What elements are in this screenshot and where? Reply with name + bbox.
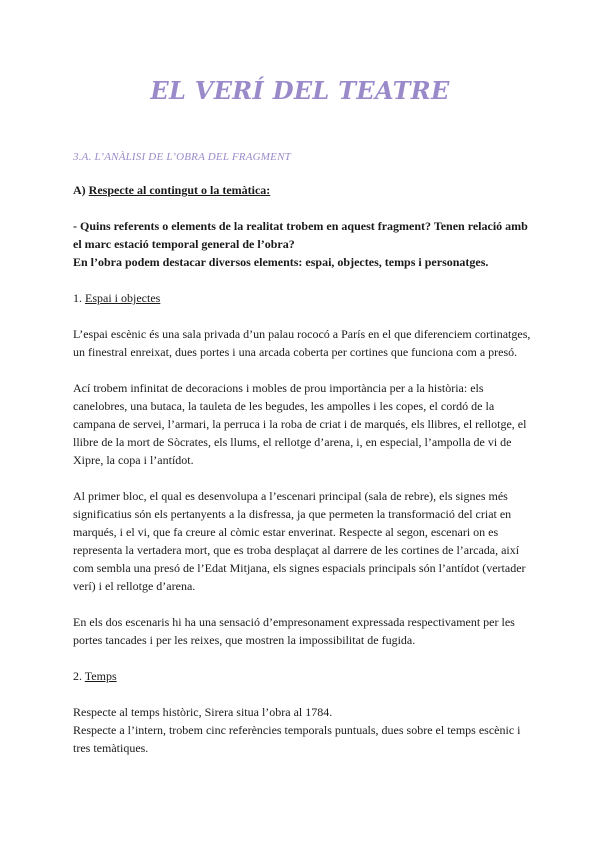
paragraph-space: L’espai escènic és una sala privada d’un palau rococó a París en el que diferenciem cortinatges, un finestral enreixat, dues portes i una arcada coberta per cortines que funciona com a presó. — [73, 327, 531, 359]
section-1-heading — [73, 289, 535, 307]
section-a-title: Respecte al contingut o la temàtica: — [88, 183, 271, 197]
section-subtitle: 3.A. L’ANÀLISI DE L’OBRA DEL FRAGMENT — [73, 151, 291, 163]
document-body — [73, 148, 535, 757]
section-1-title: Espai i objectes — [85, 291, 161, 305]
intro-statement: En l’obra podem destacar diversos elements: espai, objectes, temps i personatges. — [73, 255, 489, 269]
section-1-number: 1. — [73, 291, 85, 305]
section-2-title: Temps — [84, 669, 117, 683]
paragraph-blocks: Al primer bloc, el qual es desenvolupa a l’escenari principal (sala de rebre), els signes més significatius són els pertanyents a la disfressa, ja que permeten la transformació del criat en marqués, i el vi, que fa creure al còmic estar enverinat. Respecte al segon, escenari on es representa la vertadera mort, que es troba desplaçat al darrere de les cortines de l’arcada, així com sembla una presó de l’Edat Mitjana, els signes espacials principals són l’antídot (vertader verí) i el rellotge d’arena. — [73, 489, 526, 593]
guiding-question: - Quins referents o elements de la realitat trobem en aquest fragment? Tenen relació amb el marc estació temporal general de l’obra? — [73, 219, 528, 251]
section-a-prefix: A) — [73, 183, 89, 197]
section-a-heading — [73, 181, 535, 199]
document-title: EL VERÍ DEL TEATRE — [150, 76, 450, 105]
paragraph-internal-time: Respecte a l’intern, trobem cinc referències temporals puntuals, dues sobre el temps escènic i tres temàtiques. — [73, 723, 521, 755]
paragraph-objects: Ací trobem infinitat de decoracions i mobles de prou importància per a la història: els canelobres, una butaca, la tauleta de les begudes, les ampolles i les copes, el cordó de la campana de servei, l’armari, la perruca i la roba de criat i de marqués, els llibres, el rellotge, el llibre de la mort de Sòcrates, els llums, el rellotge d’arena, i, en especial, l’ampolla de vi de Xipre, la copa i l’antídot. — [73, 381, 527, 467]
section-2-number: 2. — [73, 669, 85, 683]
section-2-heading — [73, 667, 535, 685]
paragraph-historical-time: Respecte al temps històric, Sirera situa l’obra al 1784. — [73, 705, 333, 719]
paragraph-imprisonment: En els dos escenaris hi ha una sensació d’empresonament expressada respectivament per les portes tancades i per les reixes, que mostren la impossibilitat de fugida. — [73, 615, 515, 647]
